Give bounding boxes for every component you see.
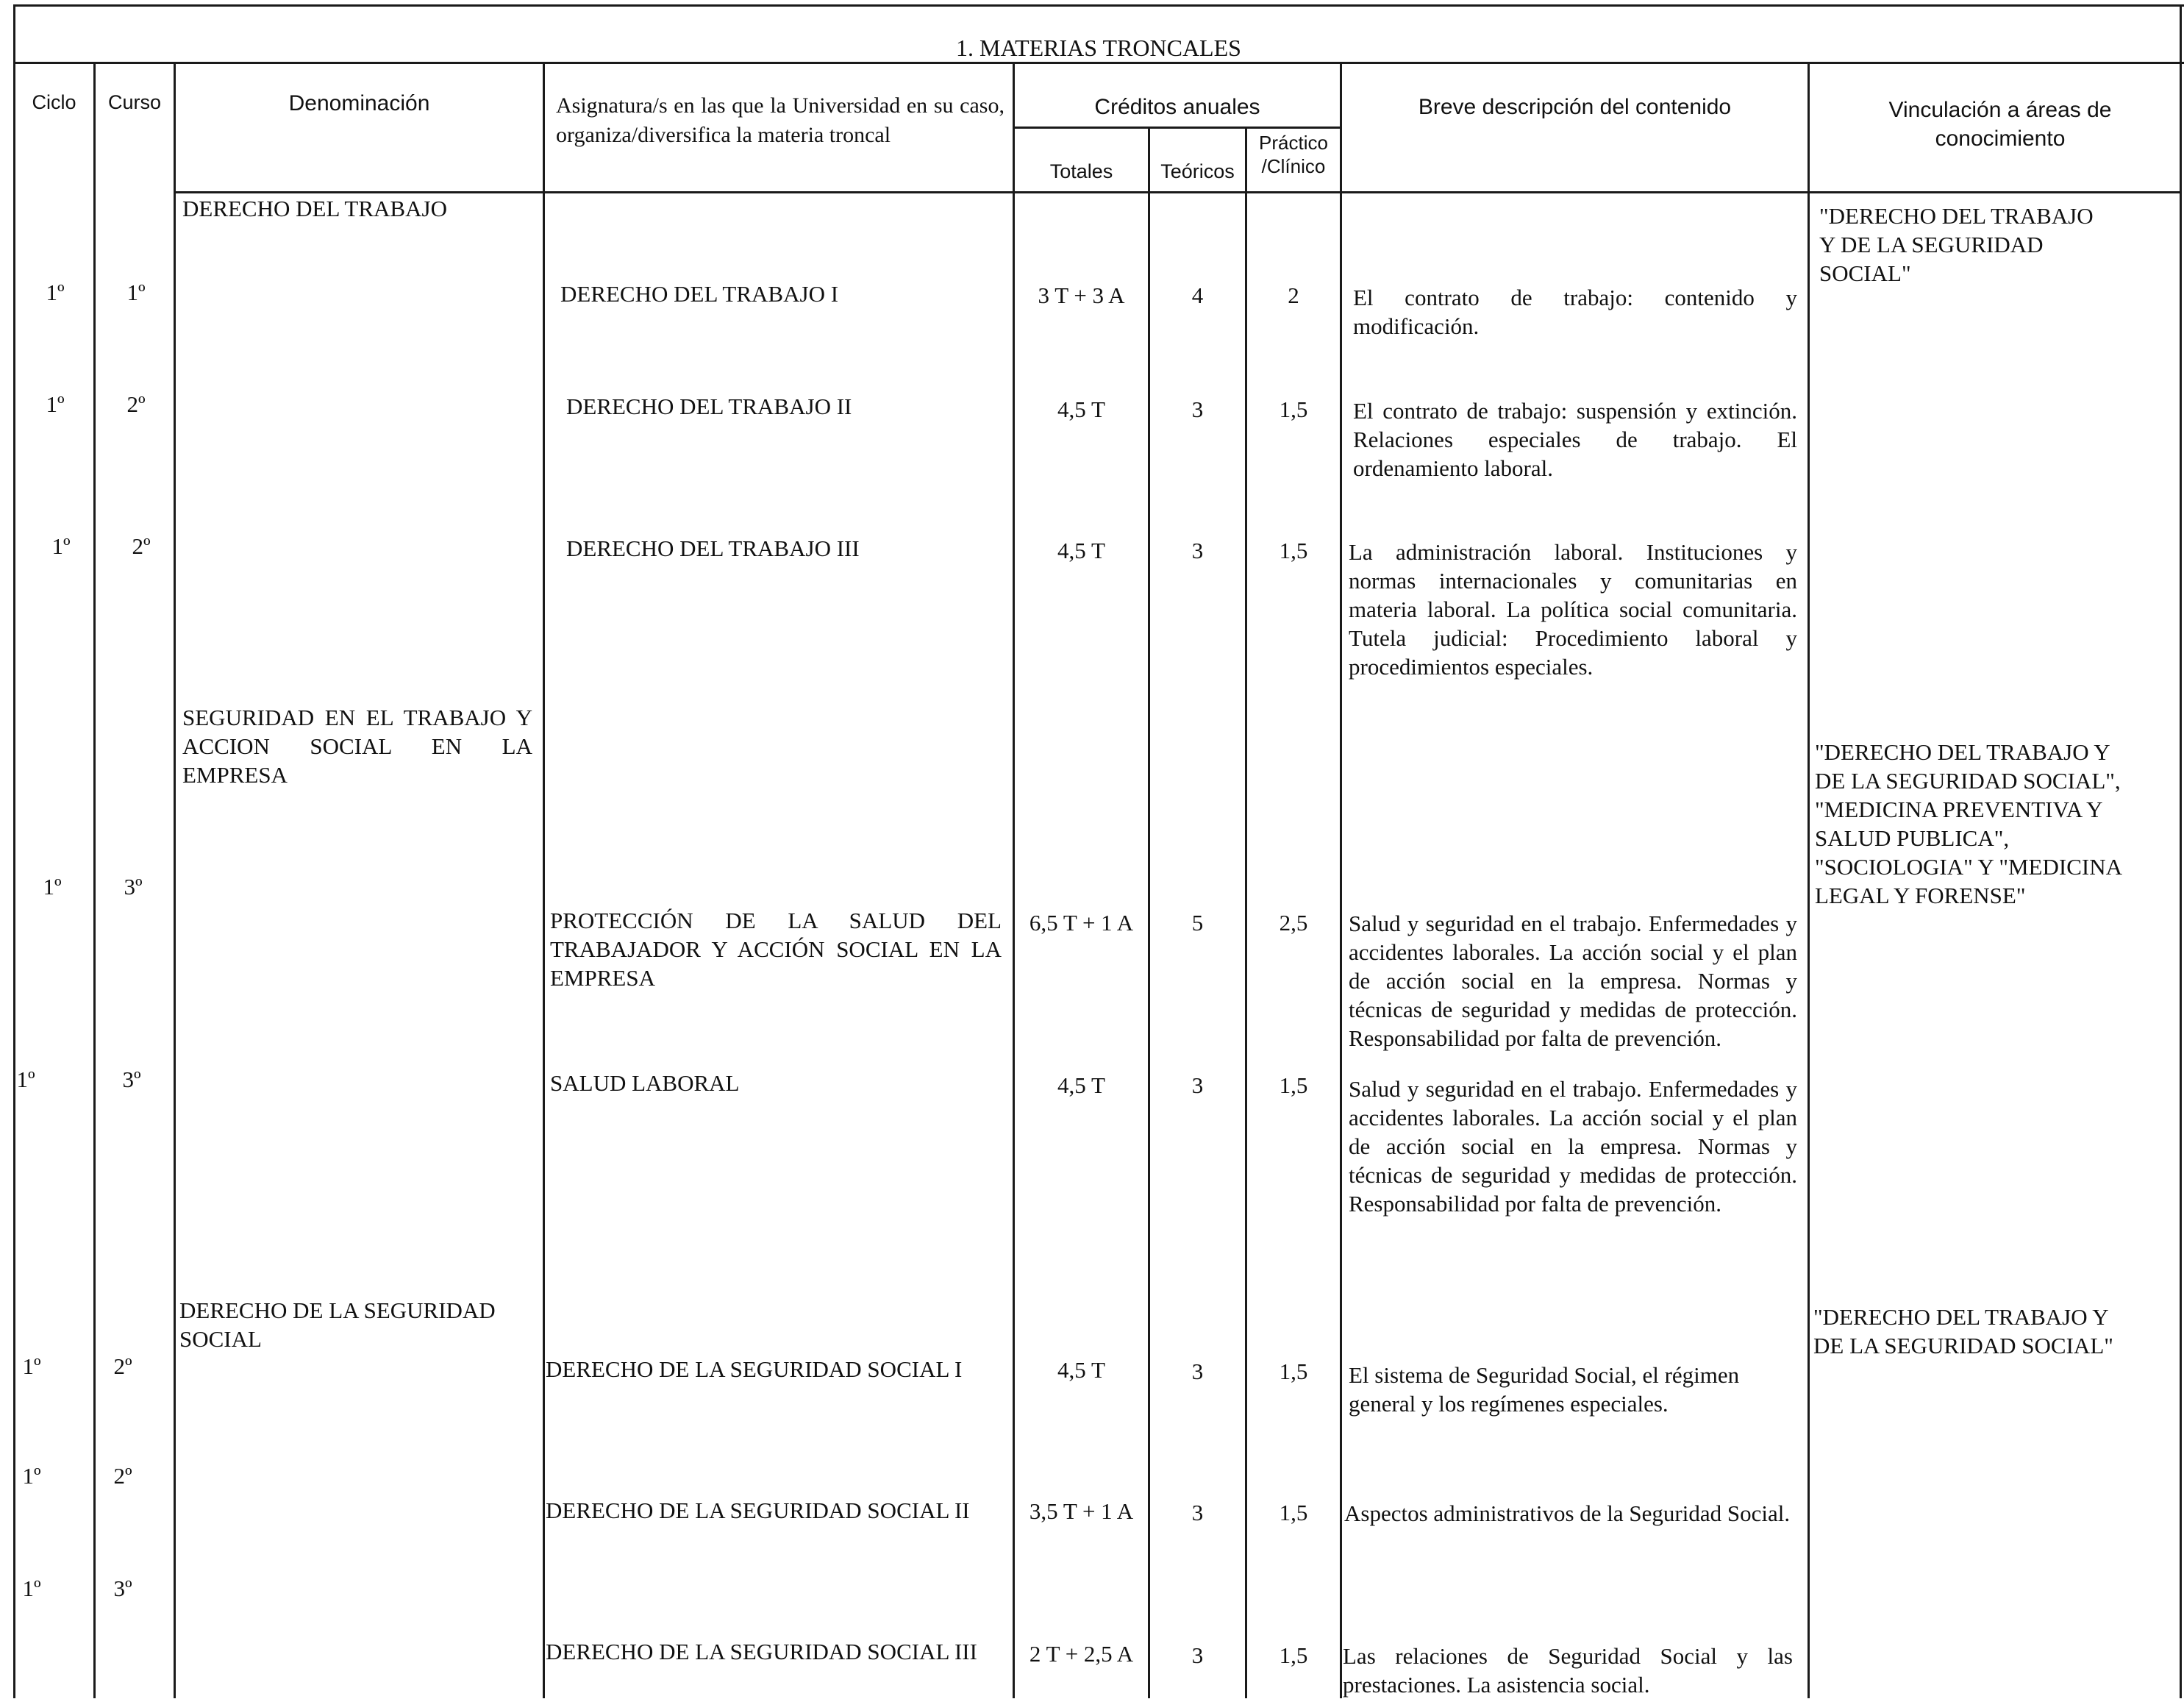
cell-ciclo: 1º	[46, 391, 65, 417]
cell-practico: 1,5	[1279, 1358, 1308, 1384]
vinculacion-3: "DERECHO DEL TRABAJO Y DE LA SEGURIDAD SOCIAL"	[1813, 1304, 2113, 1358]
cell-curso: 3º	[113, 1575, 132, 1601]
cell-practico: 1,5	[1279, 1072, 1308, 1098]
cell-teoricos: 3	[1191, 1072, 1204, 1098]
cell-ciclo: 1º	[46, 279, 65, 305]
cell-totales: 3 T + 3 A	[1038, 282, 1125, 308]
denominacion-derecho-trabajo: DERECHO DEL TRABAJO	[182, 196, 447, 221]
cell-curso: 2º	[113, 1463, 132, 1489]
cell-curso: 2º	[126, 391, 146, 417]
table-title: 1. MATERIAS TRONCALES	[956, 35, 1241, 61]
cell-descripcion: La administración laboral. Instituciones y normas internacionales y comunitarias en materia laboral. La política social comunitaria. Tutela judicial: Procedimiento laboral y procedimientos especiales.	[1349, 539, 1797, 680]
cell-asignatura: PROTECCIÓN DE LA SALUD DEL TRABAJADOR Y ACCIÓN SOCIAL EN LA EMPRESA	[550, 908, 1002, 991]
cell-teoricos: 3	[1191, 1500, 1204, 1525]
col-sep-denominacion	[543, 63, 545, 1698]
col-sep-ciclo	[93, 63, 96, 1698]
cell-asignatura: DERECHO DE LA SEGURIDAD SOCIAL I	[546, 1356, 963, 1382]
cell-practico: 1,5	[1279, 1642, 1308, 1668]
cell-asignatura: DERECHO DEL TRABAJO I	[560, 281, 839, 307]
header-totales: Totales	[1049, 160, 1113, 182]
cell-teoricos: 3	[1191, 1358, 1204, 1384]
cell-ciclo: 1º	[22, 1575, 41, 1601]
cell-practico: 2	[1288, 282, 1299, 308]
denominacion-seguridad-social: DERECHO DE LA SEGURIDAD SOCIAL	[179, 1297, 496, 1352]
col-sep-practico	[1340, 63, 1342, 1698]
header-ciclo: Ciclo	[32, 91, 76, 113]
cell-practico: 1,5	[1279, 1500, 1308, 1525]
table-border-right	[2180, 4, 2182, 1698]
vinculacion-1: "DERECHO DEL TRABAJO Y DE LA SEGURIDAD SOCIAL"	[1819, 203, 2094, 286]
cell-totales: 4,5 T	[1057, 1357, 1105, 1383]
header-curso: Curso	[107, 91, 162, 113]
denominacion-seguridad-trabajo: SEGURIDAD EN EL TRABAJO Y ACCION SOCIAL EN LA EMPRESA	[182, 705, 532, 788]
cell-teoricos: 5	[1191, 910, 1204, 936]
cell-ciclo: 1º	[43, 874, 62, 900]
cell-practico: 1,5	[1279, 538, 1308, 563]
cell-teoricos: 3	[1191, 1642, 1204, 1668]
cell-descripcion: Aspectos administrativos de la Seguridad Social.	[1344, 1500, 1791, 1526]
cell-teoricos: 3	[1191, 396, 1204, 422]
cell-descripcion: Las relaciones de Seguridad Social y las prestaciones. La asistencia social.	[1343, 1643, 1793, 1698]
cell-descripcion: El contrato de trabajo: suspensión y extinción. Relaciones especiales de trabajo. El ordenamiento laboral.	[1353, 398, 1797, 481]
cell-descripcion: El sistema de Seguridad Social, el régimen general y los regímenes especiales.	[1349, 1362, 1740, 1417]
cell-curso: 1º	[126, 279, 146, 305]
cell-teoricos: 3	[1191, 538, 1204, 563]
cell-teoricos: 4	[1191, 282, 1204, 308]
col-sep-curso	[174, 63, 176, 1698]
cell-descripcion: El contrato de trabajo: contenido y modificación.	[1353, 285, 1797, 339]
cell-practico: 1,5	[1279, 396, 1308, 422]
header-practico: Práctico /Clínico	[1259, 132, 1328, 177]
header-bottom-separator	[175, 191, 2182, 193]
cell-practico: 2,5	[1279, 910, 1308, 936]
header-creditos: Créditos anuales	[1094, 95, 1260, 119]
vinculacion-2: "DERECHO DEL TRABAJO Y DE LA SEGURIDAD SOCIAL", "MEDICINA PREVENTIVA Y SALUD PUBLICA", "SOCIOLOGIA" Y "MEDICINA LEGAL Y FORENSE"	[1815, 739, 2122, 908]
cell-curso: 3º	[124, 874, 143, 900]
cell-totales: 4,5 T	[1057, 538, 1105, 563]
header-asignaturas: Asignatura/s en las que la Universidad en su caso, organiza/diversifica la materia troncal	[556, 93, 1004, 147]
table-border-left	[13, 4, 15, 1698]
cell-ciclo: 1º	[16, 1066, 35, 1092]
col-sep-descripcion	[1807, 63, 1810, 1698]
cell-curso: 3º	[122, 1066, 141, 1092]
header-descripcion: Breve descripción del contenido	[1418, 95, 1732, 119]
cell-asignatura: SALUD LABORAL	[550, 1070, 740, 1096]
header-denominacion: Denominación	[288, 91, 430, 115]
cell-asignatura: DERECHO DEL TRABAJO II	[566, 393, 852, 419]
cell-descripcion: Salud y seguridad en el trabajo. Enfermedades y accidentes laborales. La acción social y el plan de acción social en la empresa. Normas y técnicas de seguridad y medidas de protección. Responsabilidad por falta de prevención.	[1349, 1076, 1797, 1217]
creditos-header-separator	[1013, 127, 1342, 129]
cell-totales: 3,5 T + 1 A	[1029, 1498, 1134, 1524]
header-vinculacion: Vinculación a áreas de conocimiento	[1888, 98, 2112, 151]
table-border-top	[13, 4, 2184, 7]
cell-totales: 4,5 T	[1057, 1072, 1105, 1098]
cell-asignatura: DERECHO DEL TRABAJO III	[566, 535, 860, 561]
cell-curso: 2º	[132, 533, 151, 559]
cell-totales: 2 T + 2,5 A	[1029, 1641, 1134, 1667]
cell-totales: 4,5 T	[1057, 396, 1105, 422]
cell-totales: 6,5 T + 1 A	[1029, 910, 1134, 936]
cell-ciclo: 1º	[51, 533, 71, 559]
cell-descripcion: Salud y seguridad en el trabajo. Enfermedades y accidentes laborales. La acción social y el plan de acción social en la empresa. Normas y técnicas de seguridad y medidas de protección. Responsabilidad por falta de prevención.	[1349, 911, 1797, 1051]
cell-curso: 2º	[113, 1353, 132, 1379]
cell-ciclo: 1º	[22, 1463, 41, 1489]
cell-asignatura: DERECHO DE LA SEGURIDAD SOCIAL III	[546, 1639, 977, 1664]
cell-asignatura: DERECHO DE LA SEGURIDAD SOCIAL II	[546, 1497, 970, 1523]
cell-ciclo: 1º	[22, 1353, 41, 1379]
header-teoricos: Teóricos	[1160, 160, 1235, 182]
